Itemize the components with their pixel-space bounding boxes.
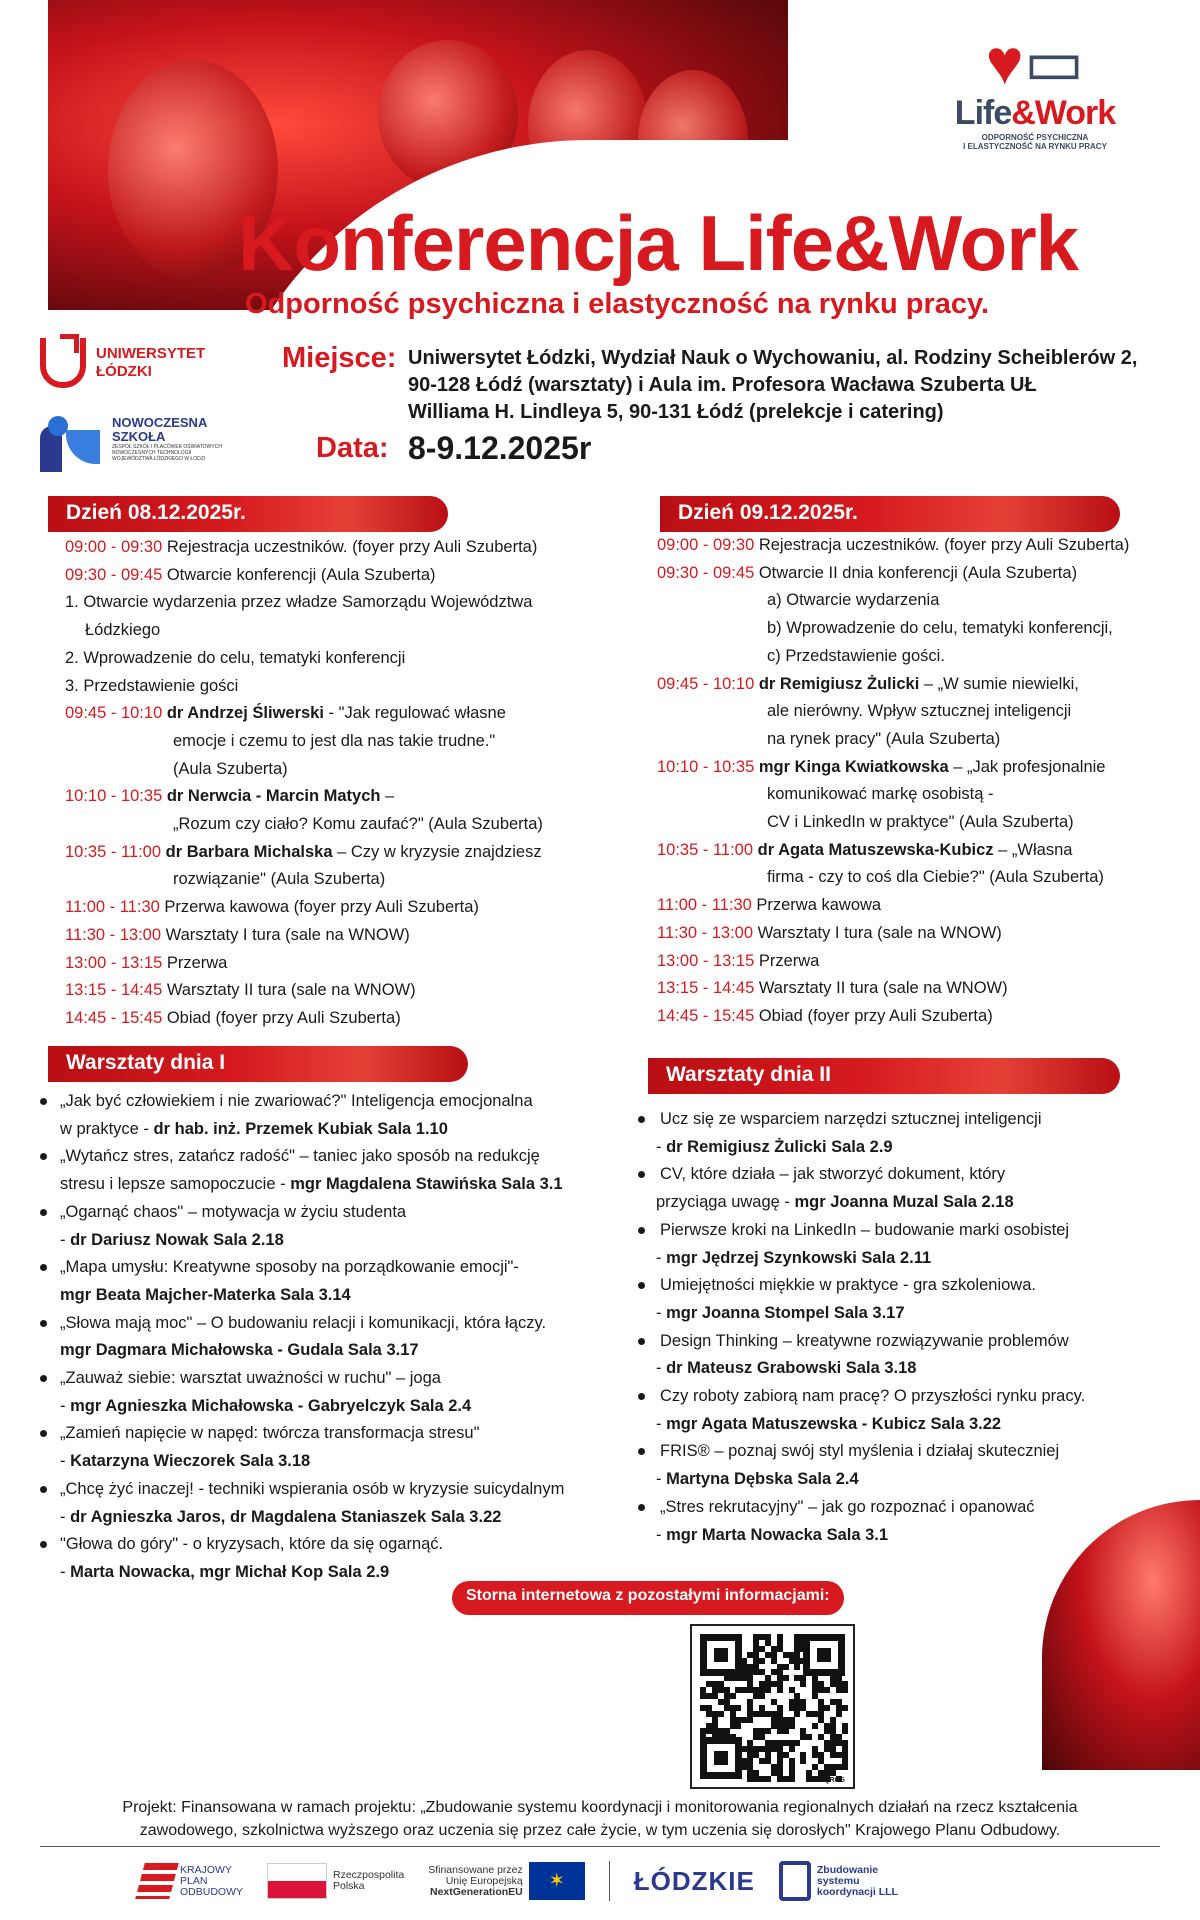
workshop-title [656,1161,1176,1189]
schedule-text: ale nierówny. Wpływ sztucznej inteligencji [767,702,1072,721]
workshop-host [60,1282,640,1310]
schedule-row [657,837,1187,865]
schedule-text: - "Jak regulować własne [323,704,506,723]
schedule-text: – Czy w kryzysie znajdziesz [332,842,542,861]
qr-module [730,1734,736,1740]
page-title: Konferencja Life&Work [238,199,1079,287]
workshop-host [656,1189,1176,1217]
workshop-host [60,1337,640,1365]
qr-module [824,1687,830,1693]
day1-schedule [65,534,625,1033]
speaker-name: mgr Kinga Kwiatkowska [754,757,949,776]
bullet-icon [638,1227,645,1234]
place-label: Miejsce: [282,342,397,374]
workshop-name: „Ogarnąć chaos" – motywacja w życiu studenta [60,1202,407,1221]
schedule-row [657,948,1187,976]
qr-module [735,1723,741,1729]
schedule-time: 13:15 - 14:45 [65,981,163,1000]
qr-module [783,1664,789,1670]
schedule-time: 11:30 - 13:00 [657,923,754,942]
workshop-host [60,1448,640,1476]
schedule-text: Rejestracja uczestników. (foyer przy Auli Szuberta) [162,538,538,556]
workshop-name: Design Thinking – kreatywne rozwiązywanie problemów [660,1331,1069,1350]
place-address: Uniwersytet Łódzki, Wydział Nauk o Wychowaniu, al. Rodziny Scheiblerów 2, 90-128 Łódź (warsztaty) i Aula im. Profesora Wacława Szuberta UŁ Williama H. Lindleya 5, 90-131 Łódź (prelekcje i catering) [408,347,1138,423]
schedule-row [657,754,1187,782]
schedule-row [65,950,625,978]
schedule-row [65,839,625,867]
workshop-title [60,1420,640,1448]
bullet-icon [638,1116,645,1123]
workshop-title [60,1199,640,1227]
workshop-sep: - [60,1507,71,1526]
bullet-icon [638,1338,645,1345]
workshop-leader: mgr Joanna Muzal Sala 2.18 [794,1193,1014,1212]
workshop-title [60,1531,640,1559]
schedule-text: 2. Wprowadzenie do celu, tematyki konferencji [65,648,406,667]
qr-module [789,1746,795,1752]
workshop-leader: dr Remigiusz Żulicki Sala 2.9 [666,1137,893,1156]
schedule-text: Przerwa kawowa [751,896,882,915]
workshop-leader: dr Mateusz Grabowski Sala 3.18 [666,1359,917,1378]
speaker-name: dr Nerwcia - Marcin Matych [162,787,381,806]
website-label: Storna internetowa z pozostałymi informacjami: [452,1581,844,1615]
bullet-icon [40,1430,47,1437]
schedule-time: 11:00 - 11:30 [657,896,752,915]
workshop-leader: mgr Agata Matuszewska - Kubicz Sala 3.22 [666,1414,1002,1433]
workshop-host [60,1227,640,1255]
workshop-name: CV, które działa – jak stworzyć dokument, który [660,1165,1006,1184]
schedule-time: 10:35 - 11:00 [657,840,754,859]
workshop-sep: - [60,1230,71,1249]
workshop-host [656,1245,1176,1273]
workshop-sep: - [60,1562,71,1581]
schedule-text: a) Otwarcie wydarzenia [767,591,940,610]
qr-module [794,1664,800,1670]
qr-module [806,1734,812,1740]
bullet-icon [40,1209,47,1216]
schedule-time: 09:00 - 09:30 [65,538,163,556]
kpo-icon [135,1863,179,1899]
workshop-sep: przyciąga uwagę - [656,1193,795,1212]
qr-module [794,1740,800,1746]
schedule-row [65,728,625,756]
schedule-row [657,781,1187,809]
workshop-leader: mgr Agnieszka Michałowska - Gabryelczyk Sala 2.4 [70,1396,472,1415]
schedule-row [65,617,625,645]
schedule-row [657,671,1187,699]
qr-module [794,1711,800,1717]
schedule-time: 10:10 - 10:35 [657,757,755,776]
workshop-sep: - [60,1452,71,1471]
ns-mark-icon [40,416,102,472]
workshop-sep: - [60,1396,71,1415]
qr-module [824,1705,830,1711]
schedule-row [657,532,1187,560]
qr-module [836,1711,842,1717]
workshop-leader: mgr Joanna Stompel Sala 3.17 [666,1303,905,1322]
ul-mark-icon [40,338,86,388]
schedule-time: 09:45 - 10:10 [65,704,163,723]
workshop-sep: - [656,1359,667,1378]
workshop-leader: Martyna Dębska Sala 2.4 [666,1470,859,1489]
workshop-sep: stresu i lepsze samopoczucie - [60,1175,291,1194]
qr-module [759,1658,765,1664]
schedule-text: Otwarcie II dnia konferencji (Aula Szuberta) [754,563,1078,582]
schedule-row [657,698,1187,726]
day1-heading: Dzień 08.12.2025r. [48,496,448,532]
workshop-title [656,1438,1176,1466]
life-work-logo: ♥▭ Life&Work ODPORNOŚĆ PSYCHICZNA I ELASTYCZNOŚĆ NA RYNKU PRACY [950,30,1120,190]
workshop-name: „Mapa umysłu: Kreatywne sposoby na porządkowanie emocji"- [60,1258,519,1277]
day2-schedule [657,532,1187,1031]
schedule-text: Obiad (foyer przy Auli Szuberta) [162,1008,401,1027]
qr-module [730,1693,736,1699]
schedule-time: 13:00 - 13:15 [657,951,755,970]
schedule-text: Przerwa [754,951,820,970]
workshop-name: „Zamień napięcie w napęd: twórcza transformacja stresu" [60,1424,480,1443]
workshop-title [656,1328,1176,1356]
schedule-text: Łódzkiego [85,621,161,640]
bullet-icon [40,1098,47,1105]
schedule-row [657,587,1187,615]
workshops2-list [656,1106,1176,1549]
schedule-row [65,756,625,784]
workshop-name: „Słowa mają moc" – O budowaniu relacji i komunikacji, która łączy. [60,1313,547,1332]
schedule-row [657,726,1187,754]
workshop-sep: - [656,1137,667,1156]
workshop-leader: mgr Jędrzej Szynkowski Sala 2.11 [666,1248,932,1267]
workshop-title [60,1310,640,1338]
qr-code[interactable]: TQRCG [690,1624,855,1789]
workshop-leader: mgr Magdalena Stawińska Sala 3.1 [290,1175,563,1194]
qr-module [777,1687,783,1693]
day2-heading: Dzień 09.12.2025r. [660,496,1120,532]
bullet-icon [638,1448,645,1455]
schedule-text: CV i LinkedIn w praktyce" (Aula Szuberta) [767,813,1074,832]
schedule-time: 14:45 - 15:45 [657,1006,755,1025]
bullet-icon [40,1320,47,1327]
workshop-sep: - [656,1525,667,1544]
workshop-leader: Marta Nowacka, mgr Michał Kop Sala 2.9 [70,1562,390,1581]
schedule-row [65,894,625,922]
qr-module [842,1764,848,1770]
schedule-row [65,534,625,562]
workshop-name: Ucz się ze wsparciem narzędzi sztucznej inteligencji [660,1110,1042,1128]
schedule-time: 09:30 - 09:45 [65,565,163,584]
bullet-icon [40,1541,47,1548]
workshops1-heading: Warsztaty dnia I [48,1046,468,1082]
workshop-title [60,1143,640,1171]
schedule-text: rozwiązanie" (Aula Szuberta) [173,870,386,889]
project-info: Projekt: Finansowana w ramach projektu: „Zbudowanie systemu koordynacji i monitorowania regionalnych działań na rzecz kształcenia zawodowego, szkolnictwa wyższego oraz uczenia się przez całe życie, w tym uczenia się dorosłych" Krajowego Planu Odbudowy. [122,1799,1078,1839]
schedule-time: 13:15 - 14:45 [657,979,755,998]
workshop-name: Umiejętności miękkie w praktyce - gra szkoleniowa. [660,1276,1036,1295]
workshop-host [656,1466,1176,1494]
workshop-leader: dr Agnieszka Jaros, dr Magdalena Staniaszek Sala 3.22 [70,1507,502,1526]
schedule-row [65,866,625,894]
qr-module [735,1705,741,1711]
heart-book-icon: ♥▭ [985,26,1085,98]
qr-module [842,1705,848,1711]
workshop-host [60,1171,640,1199]
eu-logo: Sfinansowane przez Unię Europejską NextGenerationEU ✶ [428,1862,585,1900]
bullet-icon [40,1375,47,1382]
schedule-text: komunikować markę osobistą - [767,785,994,804]
workshop-sep: - [656,1414,667,1433]
workshop-title [60,1476,640,1504]
schedule-text: 3. Przedstawienie gości [65,676,239,695]
workshop-sep: - [656,1470,667,1489]
workshop-leader: dr hab. inż. Przemek Kubiak Sala 1.10 [153,1119,448,1138]
schedule-text: Otwarcie konferencji (Aula Szuberta) [162,565,436,584]
schedule-row [657,864,1187,892]
footer-logos [140,1856,1040,1906]
schedule-text: Przerwa kawowa (foyer przy Auli Szuberta) [159,898,479,917]
workshop-title [656,1383,1176,1411]
schedule-text: emocje i czemu to jest dla nas takie trudne." [173,731,496,750]
schedule-time: 09:00 - 09:30 [657,536,755,554]
workshop-sep: w praktyce - [60,1119,154,1138]
workshop-host [656,1355,1176,1383]
bullet-icon [638,1282,645,1289]
workshop-host [656,1300,1176,1328]
schedule-row [65,783,625,811]
schedule-row [65,562,625,590]
workshop-name: FRIS® – poznaj swój styl myślenia i działaj skuteczniej [660,1442,1060,1461]
schedule-time: 09:45 - 10:10 [657,674,755,693]
qr-module [789,1723,795,1729]
bullet-icon [40,1486,47,1493]
schedule-text: Przerwa [162,953,228,972]
qr-module [800,1758,806,1764]
lll-logo: Zbudowanie systemu koordynacji LLL [779,1861,898,1901]
schedule-text: firma - czy to coś dla Ciebie?" (Aula Szuberta) [767,868,1104,887]
qr-module [842,1687,848,1693]
speaker-name: dr Barbara Michalska [161,842,333,861]
schedule-time: 14:45 - 15:45 [65,1008,163,1027]
schedule-row [657,615,1187,643]
schedule-time: 13:00 - 13:15 [65,953,163,972]
schedule-row [657,643,1187,671]
qr-module [765,1728,771,1734]
qr-module [800,1646,806,1652]
bullet-icon [40,1153,47,1160]
workshop-host [656,1411,1176,1439]
kpo-logo: KRAJOWY PLAN ODBUDOWY [140,1863,243,1899]
nowoczesna-szkola-logo: NOWOCZESNA SZKOŁA ZESPÓŁ SZKÓŁ I PLACÓWEK OŚWIATOWYCH NOWOCZESNYCH TECHNOLOGII WOJEWÓDZTWA ŁÓDZKIEGO W ŁODZI [40,416,222,474]
schedule-text: Warsztaty I tura (sale na WNOW) [161,925,410,944]
schedule-text: – [380,787,395,806]
qr-module [700,1734,706,1740]
schedule-row [657,809,1187,837]
schedule-text: c) Przedstawienie gości. [767,646,945,665]
qr-module [812,1723,818,1729]
schedule-time: 11:30 - 13:00 [65,925,162,944]
workshop-name: „Stres rekrutacyjny" – jak go rozpoznać i opanować [660,1497,1035,1516]
schedule-row [657,892,1187,920]
schedule-text: Warsztaty II tura (sale na WNOW) [162,981,416,1000]
workshops1-list [60,1088,640,1587]
bullet-icon [638,1504,645,1511]
qr-module [747,1717,753,1723]
university-lodz-logo: UNIWERSYTET ŁÓDZKI [40,338,205,388]
schedule-row [65,811,625,839]
qr-module [765,1687,771,1693]
workshop-title [60,1254,640,1282]
workshop-host [656,1134,1176,1162]
schedule-row [657,1003,1187,1031]
schedule-time: 10:10 - 10:35 [65,787,163,806]
workshop-title [60,1365,640,1393]
bullet-icon [638,1171,645,1178]
qr-module [718,1711,724,1717]
speaker-name: dr Agata Matuszewska-Kubicz [753,840,994,859]
workshop-host [60,1116,640,1144]
workshop-leader: mgr Dagmara Michałowska - Gudala Sala 3.17 [60,1341,419,1360]
workshop-leader: mgr Beata Majcher-Materka Sala 3.14 [60,1285,351,1304]
speaker-name: dr Remigiusz Żulicki [754,674,920,693]
schedule-text: Obiad (foyer przy Auli Szuberta) [754,1006,993,1025]
lodzkie-logo: ŁÓDZKIE [633,1865,755,1896]
qr-module [759,1693,765,1699]
schedule-text: Warsztaty I tura (sale na WNOW) [753,923,1002,942]
bullet-icon [40,1264,47,1271]
workshop-name: Czy roboty zabiorą nam pracę? O przyszłości rynku pracy. [660,1387,1086,1406]
workshop-title [656,1494,1176,1522]
schedule-text: Rejestracja uczestników. (foyer przy Auli Szuberta) [754,536,1130,554]
workshop-name: „Zauważ siebie: warsztat uważności w ruchu" – joga [60,1369,441,1388]
schedule-text: (Aula Szuberta) [173,759,288,778]
lll-icon [779,1861,811,1901]
workshop-host [60,1504,640,1532]
schedule-row [657,975,1187,1003]
rp-logo: Rzeczpospolita Polska [267,1863,404,1899]
schedule-row [65,589,625,617]
schedule-row [65,673,625,701]
schedule-time: 11:00 - 11:30 [65,898,160,917]
workshop-name: Pierwsze kroki na LinkedIn – budowanie marki osobistej [660,1220,1070,1239]
schedule-text: „Rozum czy ciało? Komu zaufać?" (Aula Szuberta) [173,815,543,834]
schedule-text: – „Własna [993,840,1073,859]
qr-module [783,1728,789,1734]
schedule-row [65,1005,625,1033]
schedule-text: – „W sumie niewielki, [919,674,1079,693]
schedule-row [65,700,625,728]
schedule-text: 1. Otwarcie wydarzenia przez władze Samorządu Województwa [65,593,533,612]
eu-flag-icon: ✶ [529,1862,585,1900]
page-subtitle: Odporność psychiczna i elastyczność na rynku pracy. [245,288,990,320]
workshop-name: „Chcę żyć inaczej! - techniki wspierania osób w kryzysie suicydalnym [60,1479,565,1498]
footer-divider [40,1846,1160,1847]
qr-module [842,1728,848,1734]
workshop-leader: mgr Marta Nowacka Sala 3.1 [666,1525,889,1544]
workshop-leader: dr Dariusz Nowak Sala 2.18 [70,1230,284,1249]
schedule-text: na rynek pracy" (Aula Szuberta) [767,729,1001,748]
date-label: Data: [316,432,389,464]
poland-flag-icon [267,1863,327,1899]
schedule-row [65,977,625,1005]
qr-module [765,1776,771,1782]
workshop-sep: - [656,1248,667,1267]
workshop-name: „Wytańcz stres, zatańcz radość" – taniec jako sposób na redukcję [60,1147,540,1166]
workshop-name: "Głowa do góry" - o kryzysach, które da się ogarnąć. [60,1535,444,1554]
workshop-sep: - [656,1303,667,1322]
schedule-row [65,645,625,673]
schedule-row [65,922,625,950]
workshop-leader: Katarzyna Wieczorek Sala 3.18 [70,1452,311,1471]
workshop-title [656,1106,1176,1134]
workshop-name: „Jak być człowiekiem i nie zwariować?" Inteligencja emocjonalna [60,1092,533,1110]
workshops2-heading: Warsztaty dnia II [648,1058,1120,1094]
schedule-row [657,920,1187,948]
schedule-text: – „Jak profesjonalnie [948,757,1106,776]
speaker-name: dr Andrzej Śliwerski [162,704,324,723]
qr-module [800,1681,806,1687]
schedule-text: Warsztaty II tura (sale na WNOW) [754,979,1008,998]
workshop-title [60,1088,640,1116]
qr-module [789,1776,795,1782]
schedule-row [657,560,1187,588]
workshop-title [656,1272,1176,1300]
date-value: 8-9.12.2025r [408,430,592,466]
qr-module [783,1675,789,1681]
qr-module [800,1658,806,1664]
workshop-host [60,1393,640,1421]
schedule-time: 09:30 - 09:45 [657,563,755,582]
bullet-icon [638,1393,645,1400]
workshop-title [656,1217,1176,1245]
schedule-text: b) Wprowadzenie do celu, tematyki konferencji, [767,619,1113,638]
schedule-time: 10:35 - 11:00 [65,842,162,861]
